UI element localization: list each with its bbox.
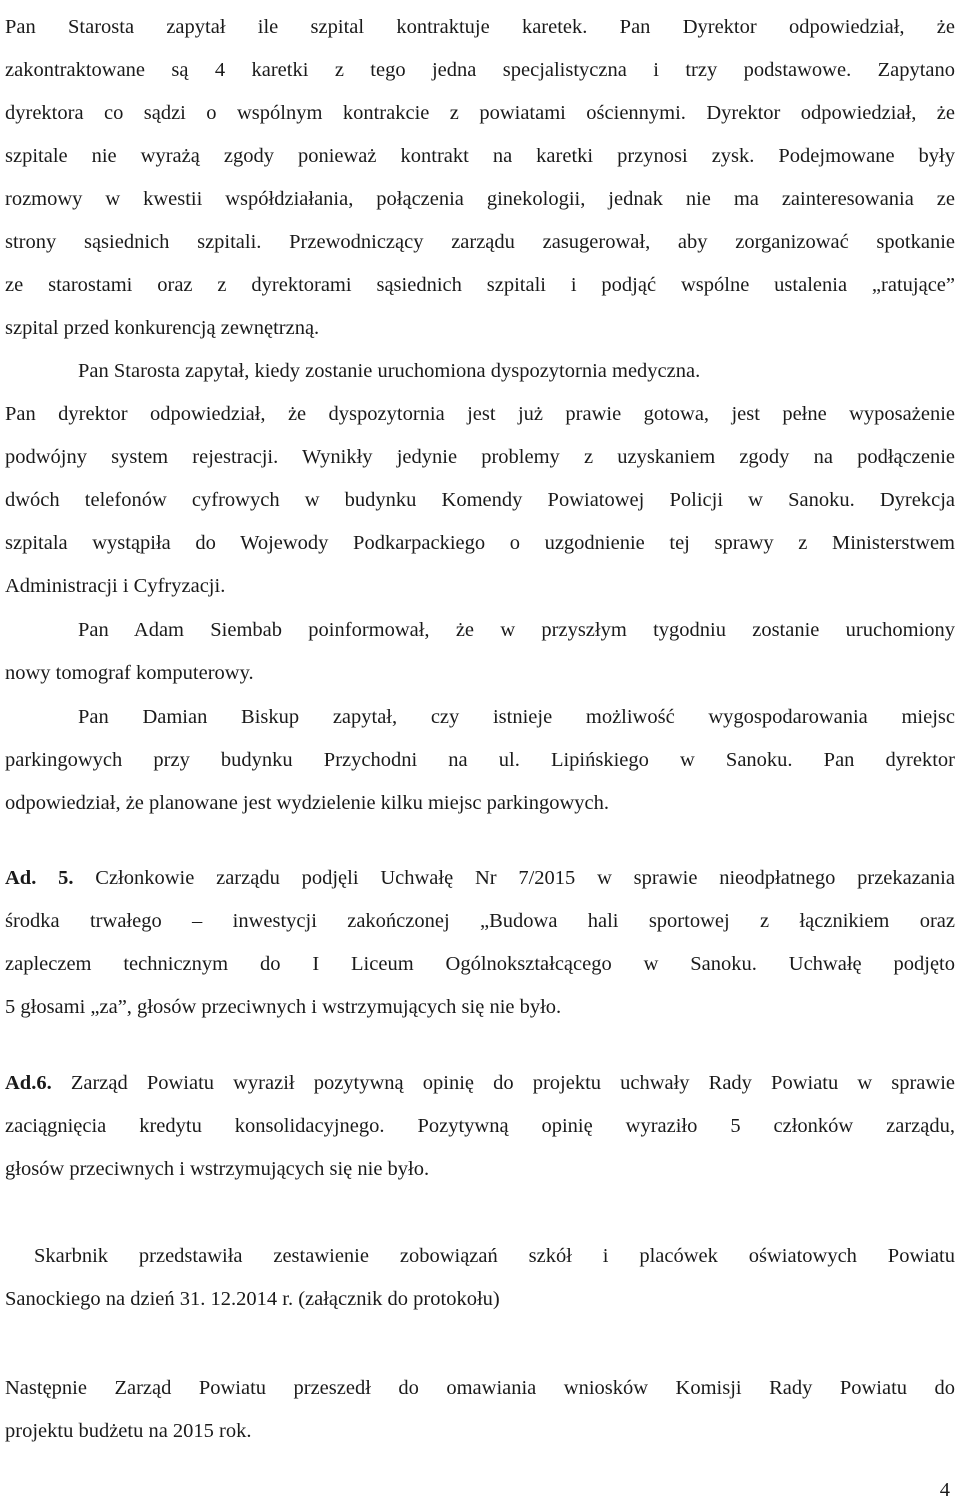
text-line: Sanockiego na dzień 31. 12.2014 r. (załącznik do protokołu): [5, 1288, 500, 1310]
text-line: strony sąsiednich szpitali. Przewodniczący zarządu zasugerował, aby zorganizować spotkanie: [5, 231, 955, 253]
text-line: parkingowych przy budynku Przychodni na ul. Lipińskiego w Sanoku. Pan dyrektor: [5, 749, 955, 771]
text-line: 5 głosami „za”, głosów przeciwnych i wstrzymujących się nie było.: [5, 996, 562, 1018]
text-line: Pan Damian Biskup zapytał, czy istnieje możliwość wygospodarowania miejsc: [78, 706, 955, 728]
ad6-line: [5, 1070, 955, 1096]
text-line: odpowiedział, że planowane jest wydzielenie kilku miejsc parkingowych.: [5, 792, 609, 814]
text-line: zaciągnięcia kredytu konsolidacyjnego. Pozytywną opinię wyraziło 5 członków zarządu,: [5, 1115, 955, 1137]
text-line: dyrektora co sądzi o wspólnym kontrakcie z powiatami ościennymi. Dyrektor odpowiedział, że: [5, 102, 955, 124]
text-line: dwóch telefonów cyfrowych w budynku Komendy Powiatowej Policji w Sanoku. Dyrekcja: [5, 489, 955, 511]
ad5-label: Ad. 5.: [5, 867, 74, 889]
text-line: projektu budżetu na 2015 rok.: [5, 1420, 252, 1442]
text-line: środka trwałego – inwestycji zakończonej „Budowa hali sportowej z łącznikiem oraz: [5, 910, 955, 932]
text-line: ze starostami oraz z dyrektorami sąsiednich szpitali i podjąć wspólne ustalenia „ratujące”: [5, 274, 955, 296]
text-line: Pan dyrektor odpowiedział, że dyspozytornia jest już prawie gotowa, jest pełne wyposażenie: [5, 403, 955, 425]
text-line: zapleczem technicznym do I Liceum Ogólnokształcącego w Sanoku. Uchwałę podjęto: [5, 953, 955, 975]
text-line: Członkowie zarządu podjęli Uchwałę Nr 7/2015 w sprawie nieodpłatnego przekazania: [95, 867, 955, 889]
page-number: 4: [939, 1479, 950, 1501]
text-line: Następnie Zarząd Powiatu przeszedł do omawiania wniosków Komisji Rady Powiatu do: [5, 1377, 955, 1399]
text-line: Pan Starosta zapytał ile szpital kontraktuje karetek. Pan Dyrektor odpowiedział, że: [5, 16, 955, 38]
ad5-line: [5, 865, 955, 891]
text-line: Zarząd Powiatu wyraził pozytywną opinię do projektu uchwały Rady Powiatu w sprawie: [70, 1072, 955, 1094]
text-line: Skarbnik przedstawiła zestawienie zobowiązań szkół i placówek oświatowych Powiatu: [34, 1245, 955, 1267]
text-line: Administracji i Cyfryzacji.: [5, 575, 226, 597]
text-line: nowy tomograf komputerowy.: [5, 662, 254, 684]
text-line: Pan Starosta zapytał, kiedy zostanie uruchomiona dyspozytornia medyczna.: [78, 360, 701, 382]
text-line: szpitala wystąpiła do Wojewody Podkarpackiego o uzgodnienie tej sprawy z Ministerstwem: [5, 532, 955, 554]
text-line: podwójny system rejestracji. Wynikły jedynie problemy z uzyskaniem zgody na podłączenie: [5, 446, 955, 468]
text-line: szpitale nie wyrażą zgody ponieważ kontrakt na karetki przynosi zysk. Podejmowane były: [5, 145, 955, 167]
text-line: zakontraktowane są 4 karetki z tego jedna specjalistyczna i trzy podstawowe. Zapytano: [5, 59, 955, 81]
text-line: szpital przed konkurencją zewnętrzną.: [5, 317, 320, 339]
text-line: głosów przeciwnych i wstrzymujących się nie było.: [5, 1158, 430, 1180]
text-line: rozmowy w kwestii współdziałania, połączenia ginekologii, jednak nie ma zainteresowania ze: [5, 188, 955, 210]
ad6-label: Ad.6.: [5, 1072, 52, 1094]
text-line: Pan Adam Siembab poinformował, że w przyszłym tygodniu zostanie uruchomiony: [78, 619, 955, 641]
